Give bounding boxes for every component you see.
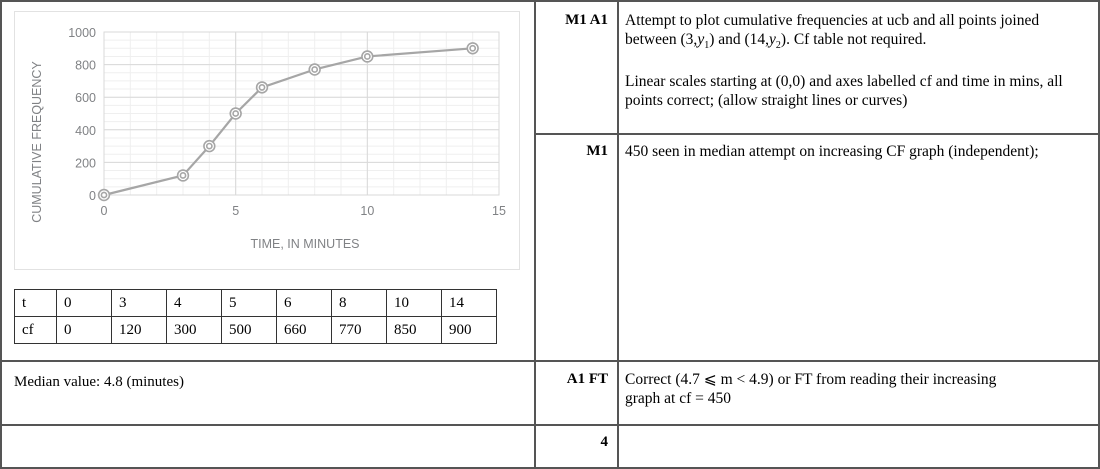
chart-x-tick-labels	[101, 204, 506, 218]
median-answer-row	[2, 363, 536, 426]
table-cell: 0	[57, 317, 112, 344]
note-row-1-text-b: ) and (14,	[709, 31, 770, 48]
note-row-1-y2: y	[769, 31, 776, 48]
table-cell: 660	[277, 317, 332, 344]
note-row-1-paragraph-1	[625, 11, 1092, 55]
chart-y-tick: 600	[75, 91, 96, 106]
note-row-1-paragraph-2: Linear scales starting at (0,0) and axes labelled cf and time in mins, all points correct; (allow straight lines or curves)	[625, 73, 1063, 110]
table-cell: 900	[442, 317, 497, 344]
chart-y-axis-title: CUMULATIVE FREQUENCY	[30, 61, 44, 223]
column-divider-marks-notes	[617, 0, 619, 469]
chart-minor-gridlines	[104, 32, 499, 195]
chart-y-tick-labels	[68, 26, 96, 203]
table-cell: 4	[167, 290, 222, 317]
cumulative-frequency-chart	[14, 11, 520, 270]
note-row-3-line-2: graph at cf = 450	[625, 390, 732, 407]
table-cell: 3	[112, 290, 167, 317]
note-row-2	[625, 142, 1092, 161]
table-cell: 6	[277, 290, 332, 317]
answer-column	[2, 2, 534, 467]
row-divider-1	[534, 133, 1100, 135]
table-cell: 14	[442, 290, 497, 317]
note-row-1	[625, 11, 1092, 110]
mark-label-row-1: M1 A1	[565, 12, 608, 28]
table-cell: 10	[387, 290, 442, 317]
table-row	[15, 317, 497, 344]
note-row-1-sub1: 1	[704, 40, 710, 52]
median-statement: Median value: 4.8 (minutes)	[14, 374, 184, 390]
mark-total: 4	[600, 434, 608, 450]
chart-y-tick: 0	[89, 189, 96, 203]
chart-data-point	[467, 43, 478, 54]
mark-label-row-2: M1	[586, 143, 608, 159]
chart-x-tick: 15	[492, 204, 506, 218]
table-row-header: cf	[15, 317, 57, 344]
note-row-1-sub2: 2	[775, 40, 781, 52]
chart-data-point	[99, 190, 110, 201]
note-row-3-line-1: Correct (4.7 ⩽ m < 4.9) or FT from reading their increasing	[625, 371, 997, 388]
table-cell: 8	[332, 290, 387, 317]
chart-data-point	[178, 170, 189, 181]
note-row-2-paragraph: 450 seen in median attempt on increasing CF graph (independent);	[625, 143, 1039, 160]
chart-x-axis-title: TIME, IN MINUTES	[250, 237, 360, 251]
table-cell: 500	[222, 317, 277, 344]
table-cell: 120	[112, 317, 167, 344]
table-cell: 0	[57, 290, 112, 317]
chart-x-tick: 5	[232, 204, 240, 218]
blank-answer-row	[2, 427, 536, 469]
chart-y-tick: 200	[75, 156, 96, 171]
chart-data-point	[257, 82, 268, 93]
chart-data-point	[362, 51, 373, 62]
chart-y-tick: 800	[75, 58, 96, 73]
note-row-1-y1: y	[697, 31, 705, 48]
note-row-1-text-c: ). Cf table not required.	[780, 31, 927, 48]
chart-y-tick: 400	[75, 123, 96, 138]
chart-data-point	[230, 108, 241, 119]
cf-data-table	[14, 289, 497, 344]
table-row-header: t	[15, 290, 57, 317]
row-divider-2	[534, 360, 1100, 362]
note-row-1-text-a: Attempt to plot cumulative frequencies at ucb and all points joined between (3,	[625, 12, 1040, 48]
chart-data-point	[309, 64, 320, 75]
chart-x-tick: 10	[360, 204, 375, 218]
table-cell: 300	[167, 317, 222, 344]
chart-x-tick: 0	[100, 204, 108, 218]
chart-data-point	[204, 141, 215, 152]
chart-y-tick: 1000	[68, 26, 96, 40]
mark-label-row-3: A1 FT	[566, 371, 608, 387]
table-cell: 5	[222, 290, 277, 317]
note-row-3	[625, 370, 1092, 408]
table-cell: 850	[387, 317, 442, 344]
table-cell: 770	[332, 317, 387, 344]
table-row	[15, 290, 497, 317]
chart-svg	[15, 12, 521, 271]
row-divider-3	[534, 424, 1100, 426]
